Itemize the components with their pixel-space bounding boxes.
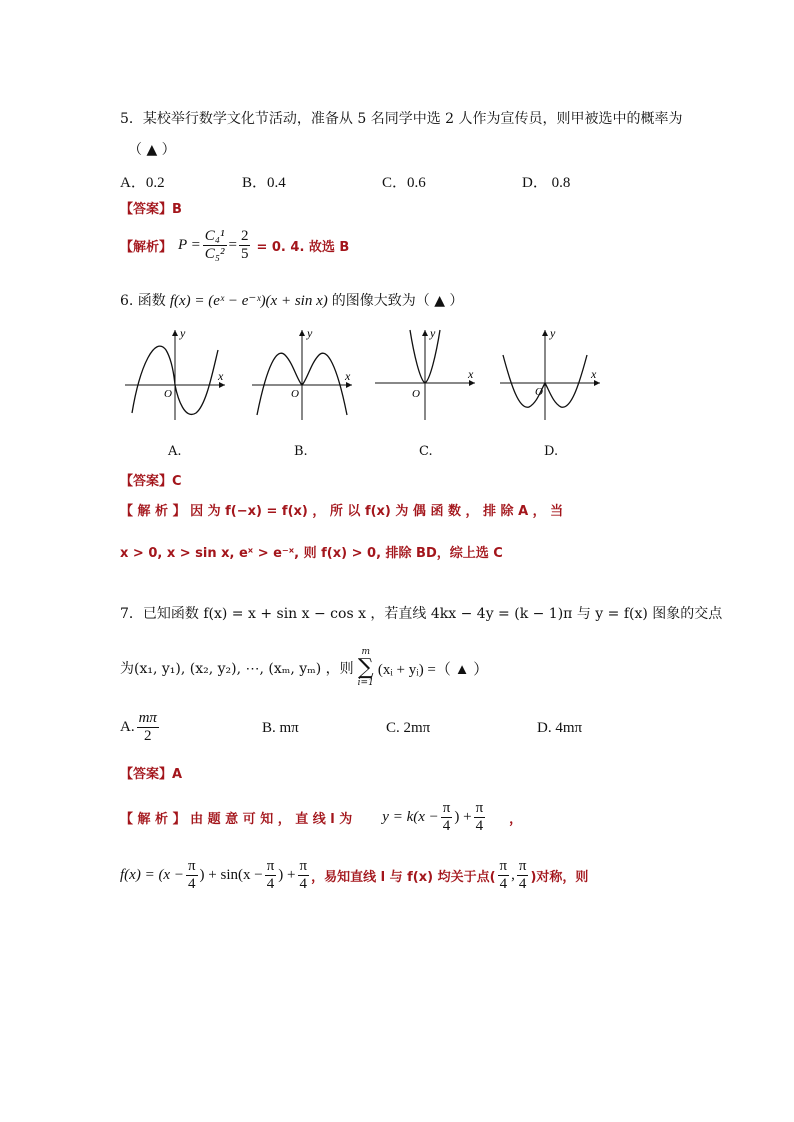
q7-answer: 【答案】A [120, 767, 183, 782]
svg-text:y: y [550, 326, 556, 340]
q7-summation: m ∑ i=1 [357, 647, 374, 688]
q6-analysis-line1: 【 解 析 】 因 为 f(−x) = f(x) ， 所 以 f(x) 为 偶 函 数 ， 排 除 A ， 当 [120, 504, 564, 519]
q7-stem-line2: 为(x₁, y₁), (x₂, y₂), ⋯, (xₘ, yₘ) ，则 m ∑ i=1 (xᵢ + yᵢ) =（ ▲ ） [120, 647, 489, 688]
q5-analysis-label: 【解析】 [120, 239, 173, 255]
q7-option-b: B. mπ [262, 720, 299, 736]
graph-d [495, 325, 605, 425]
svg-text:x: x [591, 367, 597, 381]
q6-analysis-line2: x > 0, x > sin x, eˣ > e⁻ˣ, 则 f(x) > 0, 排除 BD，综上选 C [120, 546, 503, 561]
q6-answer: 【答案】C [120, 474, 182, 489]
svg-text:y: y [307, 326, 313, 340]
q5-answer: 【答案】B [120, 202, 182, 217]
graph-d-label: D. [544, 444, 559, 459]
q7-option-d: D. 4mπ [537, 720, 583, 736]
q5-analysis-tail: = 0. 4. 故选 B [256, 239, 350, 255]
svg-text:x: x [218, 369, 224, 383]
q5-option-d: D． 0.8 [522, 175, 571, 191]
q5-stem: 5．某校举行数学文化节活动，准备从 5 名同学中选 2 人作为宣传员，则甲被选中的概率为 [120, 111, 683, 127]
svg-text:x: x [345, 369, 351, 383]
svg-text:O: O [291, 388, 299, 400]
graph-a-label: A. [168, 444, 182, 459]
q7-option-c: C. 2mπ [386, 720, 431, 736]
q5-fraction-2: $\frac{2}{5}$ [240, 228, 249, 262]
svg-text:y: y [430, 326, 436, 340]
q5-analysis: 【解析】 P = $\frac{\text{C₄¹}}{\text{C₅²}}$ = $\frac{2}{5}$ = 0. 4. 故选 B [120, 228, 350, 262]
q6-function: f(x) = (eˣ − e⁻ˣ)(x + sin x) [169, 293, 328, 309]
q5-answer-paren: （ ▲ ） [128, 142, 176, 158]
q7-analysis-line2: f(x) = (x − $\frac{\pi}{4}$ ) + sin(x − $\frac{\pi}{4}$ ) + $\frac{\pi}{4}$ ，易知直线 l 与 f(x) 均关于点( $\frac{\pi}{4}$ , $\frac{\pi}{4}$ )对称，则 [120, 858, 589, 892]
q5-option-a: A．0.2 [120, 175, 165, 191]
svg-text:O: O [164, 388, 172, 400]
q5-formula-lhs: P = [178, 236, 201, 253]
svg-text:y: y [180, 326, 186, 340]
q5-fraction-1: $\frac{\text{C₄¹}}{\text{C₅²}}$ [204, 228, 225, 262]
svg-text:x: x [468, 367, 474, 381]
graph-b-label: B. [294, 444, 308, 459]
svg-text:O: O [412, 388, 420, 400]
graph-c-label: C. [419, 444, 433, 459]
svg-text:O: O [535, 386, 543, 398]
q5-option-b: B．0.4 [242, 175, 286, 191]
q6-stem: 6. 函数 f(x) = (eˣ − e⁻ˣ)(x + sin x) 的图像大致为（ ▲ ） [120, 293, 464, 309]
q7-option-a: A. $\frac{m\pi}{2}$ [120, 710, 157, 744]
q7-analysis-line1: 【 解 析 】 由 题 意 可 知 ， 直 线 l 为 y = k(x − $\frac{\pi}{4}$ ) + $\frac{\pi}{4}$ ， [120, 800, 523, 834]
graph-b [247, 325, 357, 425]
q5-option-c: C．0.6 [382, 175, 426, 191]
q7-stem-line1: 7．已知函数 f(x) = x + sin x − cos x ，若直线 4kx − 4y = (k − 1)π 与 y = f(x) 图象的交点 [120, 606, 723, 622]
graph-a [120, 325, 230, 425]
graph-c [370, 325, 480, 425]
